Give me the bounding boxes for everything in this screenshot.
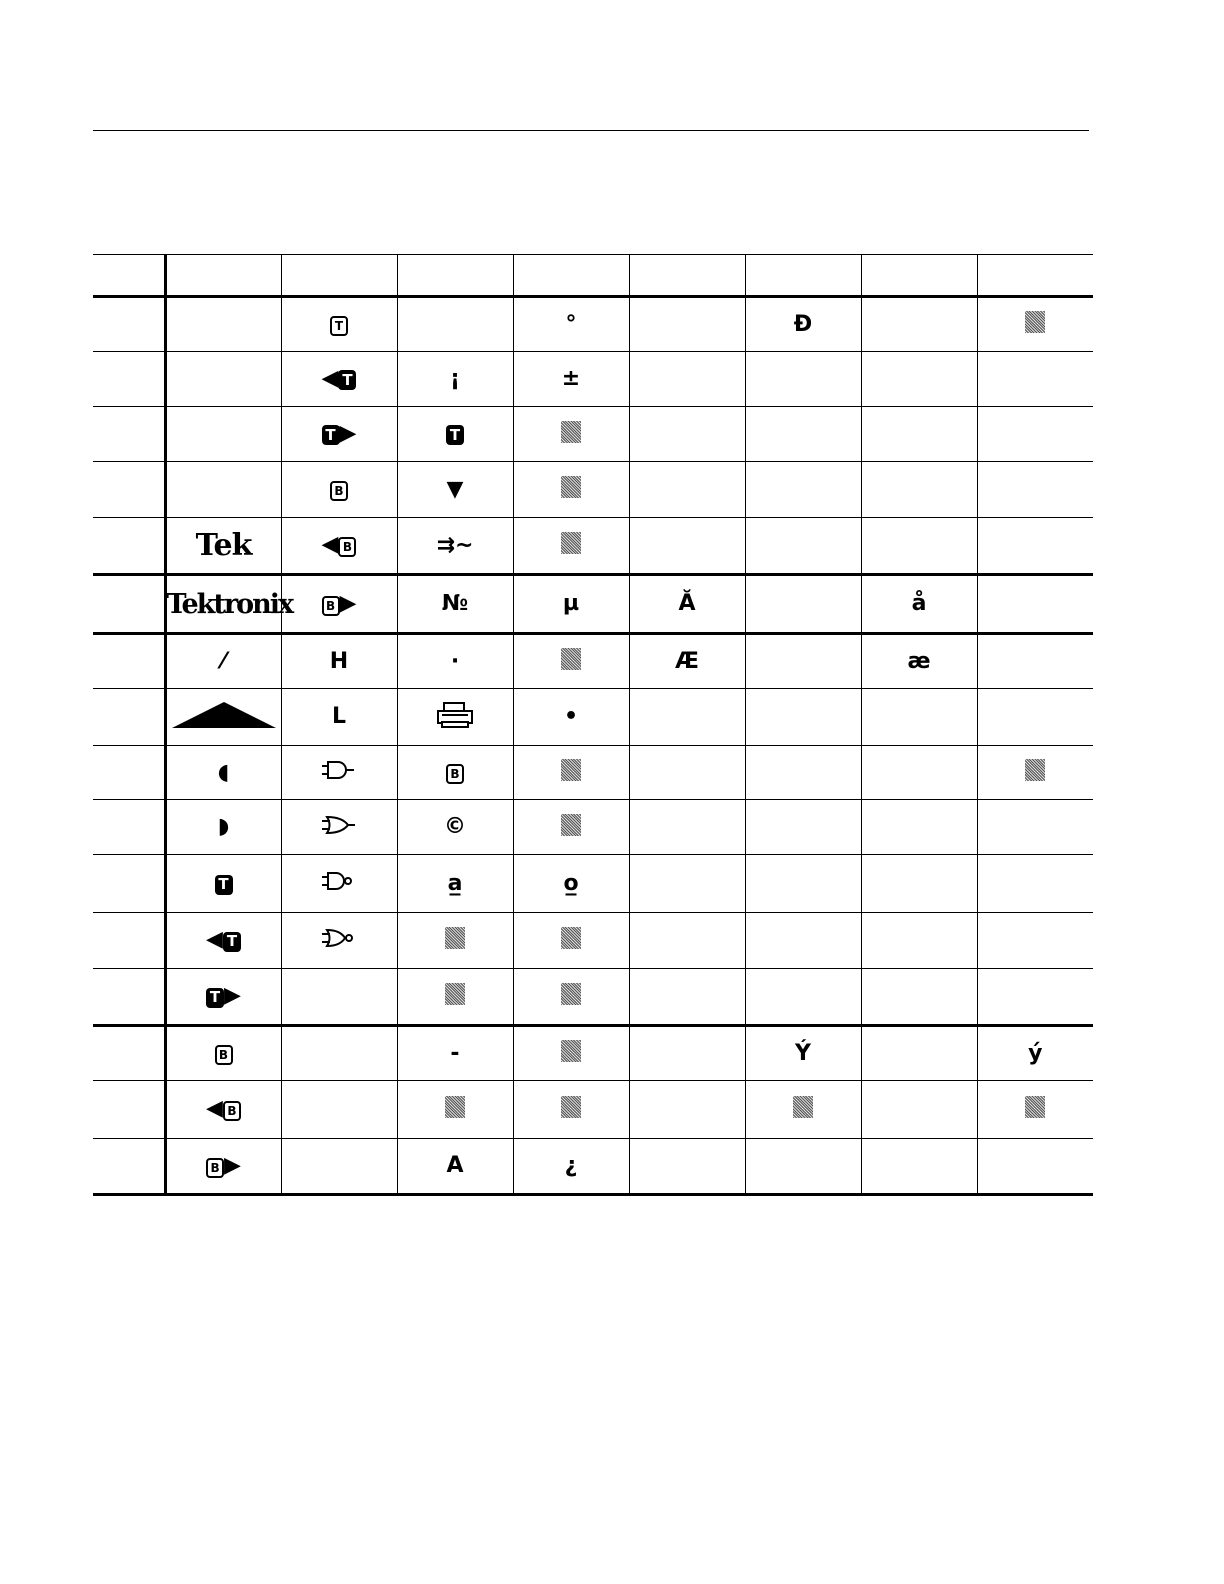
row-label <box>93 855 165 913</box>
printer-icon <box>436 702 474 728</box>
table-cell <box>629 969 745 1026</box>
table-cell <box>629 689 745 746</box>
table-cell <box>861 969 977 1026</box>
table-cell <box>745 913 861 969</box>
table-cell <box>629 855 745 913</box>
b-tab-right-icon: B <box>206 1158 224 1178</box>
table-cell <box>629 518 745 575</box>
shaded-block-icon <box>561 532 581 554</box>
table-cell <box>861 913 977 969</box>
shaded-block-icon <box>445 983 465 1005</box>
char-glyph: å <box>911 591 927 616</box>
table-cell: T ▶ <box>281 407 397 462</box>
table-cell <box>977 575 1093 634</box>
table-cell <box>397 462 513 518</box>
table-cell <box>977 352 1093 407</box>
table-cell: ◀ B <box>165 1081 281 1139</box>
table-cell <box>629 407 745 462</box>
table-cell <box>977 800 1093 855</box>
table-row <box>93 575 1093 634</box>
table-row <box>93 689 1093 746</box>
table-cell <box>165 1026 281 1081</box>
shaded-block-icon <box>445 1096 465 1118</box>
table-cell <box>745 297 861 352</box>
char-glyph: Æ <box>675 648 699 674</box>
shaded-block-icon <box>561 476 581 498</box>
table-cell <box>977 407 1093 462</box>
table-cell <box>861 855 977 913</box>
char-glyph: Ý <box>795 1040 811 1066</box>
table-cell <box>165 518 281 575</box>
table-cell <box>629 297 745 352</box>
table-cell <box>397 1081 513 1139</box>
row-label <box>93 518 165 575</box>
table-cell <box>977 969 1093 1026</box>
table-cell <box>629 575 745 634</box>
shaded-block-icon <box>561 983 581 1005</box>
table-cell <box>745 407 861 462</box>
tab-right-icon: T <box>322 425 340 445</box>
char-glyph: Ă <box>678 591 696 616</box>
char-glyph: ¿ <box>564 1153 578 1178</box>
table-cell <box>397 407 513 462</box>
b-tab-icon: B <box>215 1045 233 1065</box>
row-label <box>93 407 165 462</box>
table-cell <box>165 297 281 352</box>
table-cell <box>861 575 977 634</box>
tek-tab-icon: T <box>446 425 464 445</box>
shaded-block-icon <box>561 927 581 949</box>
shaded-block-icon <box>561 421 581 443</box>
slash-glyph: ⁄ <box>221 648 226 674</box>
shaded-block-icon <box>561 648 581 670</box>
row-label <box>93 634 165 689</box>
header-cell <box>93 255 165 297</box>
table-cell <box>281 913 397 969</box>
shaded-block-icon <box>445 927 465 949</box>
table-cell <box>165 462 281 518</box>
table-cell <box>629 1081 745 1139</box>
char-glyph: ° <box>565 311 577 337</box>
triangle-icon <box>172 702 276 728</box>
table-cell <box>513 855 629 913</box>
char-glyph: · <box>450 648 460 674</box>
char-glyph: № <box>441 591 469 616</box>
table-cell <box>977 689 1093 746</box>
table-cell <box>397 575 513 634</box>
b-tab-left-icon: B <box>223 1101 241 1121</box>
table-cell <box>745 855 861 913</box>
table-cell <box>397 352 513 407</box>
char-glyph: a̲ <box>447 870 463 896</box>
table-cell <box>281 1139 397 1195</box>
shaded-block-icon <box>561 814 581 836</box>
header-cell <box>513 255 629 297</box>
char-glyph: æ <box>907 648 931 674</box>
char-glyph: - <box>450 1040 460 1066</box>
header-cell <box>397 255 513 297</box>
table-cell <box>745 634 861 689</box>
row-label <box>93 1081 165 1139</box>
table-cell <box>629 913 745 969</box>
table-row <box>93 297 1093 352</box>
shaded-block-icon <box>561 1040 581 1062</box>
table-cell <box>397 746 513 800</box>
b-tab-right-icon: B <box>322 596 340 616</box>
table-row <box>93 855 1093 913</box>
table-cell <box>165 407 281 462</box>
char-glyph: Đ <box>793 311 813 337</box>
b-tab-icon: B <box>446 764 464 784</box>
table-cell <box>397 1139 513 1195</box>
table-row <box>93 913 1093 969</box>
table-cell: ◀ B <box>281 518 397 575</box>
table-cell <box>281 855 397 913</box>
table-cell <box>861 689 977 746</box>
table-cell <box>513 1139 629 1195</box>
row-label <box>93 969 165 1026</box>
char-glyph: © <box>444 814 466 839</box>
header-cell <box>165 255 281 297</box>
char-glyph: o̲ <box>563 870 579 896</box>
table-cell <box>397 634 513 689</box>
table-cell <box>745 1026 861 1081</box>
header-cell <box>629 255 745 297</box>
char-glyph: ý <box>1028 1040 1043 1066</box>
header-cell <box>861 255 977 297</box>
table-cell <box>861 746 977 800</box>
table-cell <box>629 1026 745 1081</box>
table-cell <box>513 1026 629 1081</box>
row-label <box>93 352 165 407</box>
bullet-glyph: • <box>563 704 579 729</box>
down-triangle-icon: ▼ <box>446 476 464 502</box>
row-label <box>93 297 165 352</box>
row-label <box>93 462 165 518</box>
row-label <box>93 1139 165 1195</box>
table-cell <box>629 462 745 518</box>
table-cell <box>977 634 1093 689</box>
table-cell <box>745 352 861 407</box>
table-row <box>93 1026 1093 1081</box>
table-cell <box>397 518 513 575</box>
table-row <box>93 462 1093 518</box>
shaded-block-icon <box>793 1096 813 1118</box>
table-cell: B ▶ <box>165 1139 281 1195</box>
table-cell <box>165 855 281 913</box>
table-cell <box>397 689 513 746</box>
table-cell <box>861 1026 977 1081</box>
plug-icon: ⇉~ <box>436 532 474 558</box>
table-cell <box>629 746 745 800</box>
table-cell <box>513 800 629 855</box>
table-cell <box>861 352 977 407</box>
table-cell <box>977 1139 1093 1195</box>
row-label <box>93 689 165 746</box>
char-glyph: µ <box>562 591 580 616</box>
table-cell <box>861 297 977 352</box>
table-cell <box>281 1081 397 1139</box>
tek-tab-icon: T <box>330 316 348 336</box>
header-rule <box>93 130 1089 131</box>
table-cell <box>281 1026 397 1081</box>
table-cell <box>165 352 281 407</box>
row-label <box>93 913 165 969</box>
header-cell <box>745 255 861 297</box>
table-row <box>93 518 1093 575</box>
nand-gate-icon <box>322 871 356 891</box>
table-cell <box>281 297 397 352</box>
table-cell <box>281 800 397 855</box>
table-cell <box>397 855 513 913</box>
and-gate-icon <box>322 760 356 780</box>
half-circle-left-icon: ◖ <box>217 759 230 785</box>
table-cell <box>977 462 1093 518</box>
half-circle-right-icon: ◗ <box>217 814 230 839</box>
char-glyph: A <box>446 1153 464 1178</box>
or-gate-icon <box>322 815 356 835</box>
table-cell <box>281 462 397 518</box>
table-cell <box>281 634 397 689</box>
table-cell: B ▶ <box>281 575 397 634</box>
tek-logo: Tek <box>195 527 252 563</box>
tab-right-icon: T <box>206 988 224 1008</box>
table-cell <box>165 800 281 855</box>
row-label <box>93 746 165 800</box>
table-row <box>93 634 1093 689</box>
table-cell <box>861 1139 977 1195</box>
table-cell <box>513 518 629 575</box>
table-cell <box>513 297 629 352</box>
char-glyph: L <box>331 704 347 729</box>
shaded-block-icon <box>1025 759 1045 781</box>
char-glyph: H <box>329 648 349 674</box>
table-cell <box>513 689 629 746</box>
table-cell <box>745 1139 861 1195</box>
table-cell <box>513 462 629 518</box>
table-cell <box>513 634 629 689</box>
table-cell <box>861 462 977 518</box>
row-label <box>93 800 165 855</box>
table-row <box>93 352 1093 407</box>
table-cell <box>165 575 293 634</box>
table-cell <box>977 1081 1093 1139</box>
row-label <box>93 575 165 634</box>
shaded-block-icon <box>1025 311 1045 333</box>
table-cell <box>513 969 629 1026</box>
table-cell <box>513 1081 629 1139</box>
table-cell: T ▶ <box>165 969 281 1026</box>
table-cell <box>281 746 397 800</box>
table-cell <box>397 969 513 1026</box>
table-cell <box>513 913 629 969</box>
tek-tab-icon: T <box>215 875 233 895</box>
table-row <box>93 746 1093 800</box>
table-cell <box>513 575 629 634</box>
table-cell <box>745 462 861 518</box>
table-cell <box>165 689 281 746</box>
table-row <box>93 800 1093 855</box>
table-cell <box>745 689 861 746</box>
table-cell <box>397 913 513 969</box>
table-cell <box>977 855 1093 913</box>
header-cell <box>281 255 397 297</box>
table-cell <box>977 518 1093 575</box>
table-cell <box>513 352 629 407</box>
row-label <box>93 1026 165 1081</box>
table-cell <box>745 518 861 575</box>
table-cell <box>977 297 1093 352</box>
table-cell <box>281 969 397 1026</box>
table-row <box>93 407 1093 462</box>
b-tab-icon: B <box>330 481 348 501</box>
header-cell <box>977 255 1093 297</box>
b-tab-left-icon: B <box>338 537 356 557</box>
table-row <box>93 969 1093 1026</box>
table-cell <box>861 1081 977 1139</box>
table-cell <box>281 689 397 746</box>
table-cell <box>397 297 513 352</box>
nor-gate-icon <box>322 928 356 948</box>
table-cell <box>861 634 977 689</box>
tektronix-logo: Tektronix <box>166 588 293 620</box>
char-glyph: ± <box>561 366 581 391</box>
table-cell <box>165 634 281 689</box>
tab-left-icon: T <box>338 370 356 390</box>
table-row <box>93 1081 1093 1139</box>
table-cell <box>397 1026 513 1081</box>
char-glyph: ¡ <box>449 366 461 391</box>
shaded-block-icon <box>561 759 581 781</box>
table-cell <box>513 407 629 462</box>
shaded-block-icon <box>561 1096 581 1118</box>
table-cell <box>977 746 1093 800</box>
header-row <box>93 255 1093 297</box>
table-cell <box>745 575 861 634</box>
table-cell <box>397 800 513 855</box>
table-cell <box>513 746 629 800</box>
table-cell <box>861 518 977 575</box>
table-cell <box>745 746 861 800</box>
table-cell <box>861 407 977 462</box>
table-cell <box>165 746 281 800</box>
table-cell <box>629 800 745 855</box>
table-cell <box>977 913 1093 969</box>
table-cell <box>745 1081 861 1139</box>
table-cell: ◀ T <box>165 913 281 969</box>
table-cell <box>861 800 977 855</box>
table-cell <box>629 1139 745 1195</box>
table-cell <box>977 1026 1093 1081</box>
shaded-block-icon <box>1025 1096 1045 1118</box>
table-cell <box>745 800 861 855</box>
character-table <box>93 254 1093 1196</box>
tab-left-icon: T <box>223 932 241 952</box>
table-cell <box>629 634 745 689</box>
table-cell <box>745 969 861 1026</box>
table-row <box>93 1139 1093 1195</box>
table-cell: ◀ T <box>281 352 397 407</box>
table-cell <box>629 352 745 407</box>
